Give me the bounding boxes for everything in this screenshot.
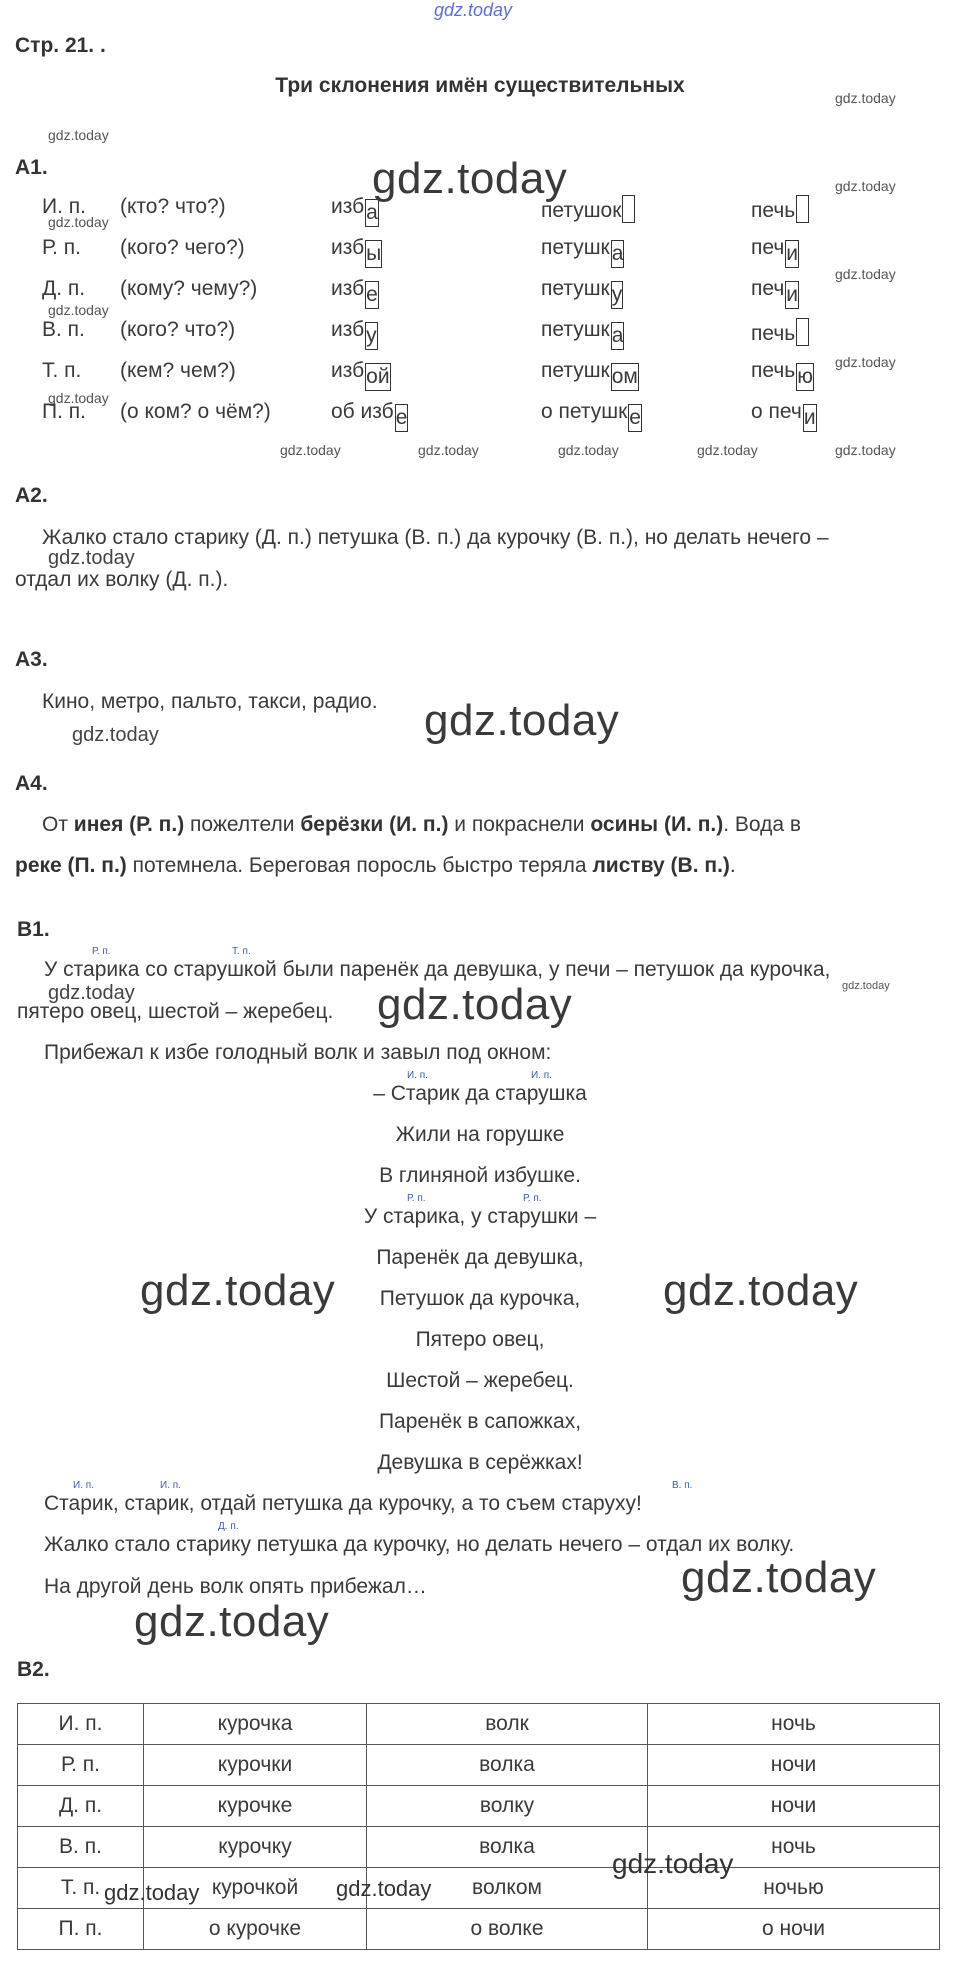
word-petushok: петушка xyxy=(541,318,624,350)
case-question: (кого? что?) xyxy=(120,318,236,341)
table-cell: ночью xyxy=(648,1868,940,1909)
table-cell: И. п. xyxy=(18,1704,144,1745)
b1-line3: Прибежал к избе голодный волк и завыл под окном: xyxy=(44,1041,552,1064)
watermark-small: gdz.today xyxy=(835,354,896,370)
watermark-small: gdz.today xyxy=(842,980,890,992)
table-row xyxy=(18,1704,940,1745)
b1-header: В1. xyxy=(17,918,50,941)
case-label: Р. п. xyxy=(42,236,81,259)
table-cell: В. п. xyxy=(18,1827,144,1868)
page-title: Три склонения имён существительных xyxy=(275,74,685,97)
a4-line1: От инея (Р. п.) пожелтели берёзки (И. п.) и покраснели осины (И. п.). Вода в xyxy=(42,813,802,836)
ending-box: и xyxy=(803,404,817,432)
watermark-large: gdz.today xyxy=(372,154,568,203)
table-cell: ночи xyxy=(648,1745,940,1786)
table-cell: о ночи xyxy=(648,1909,940,1950)
table-cell: Д. п. xyxy=(18,1786,144,1827)
table-cell: Т. п. xyxy=(18,1868,144,1909)
case-mark: И. п. xyxy=(531,1070,552,1081)
poem-line: – Старик да старушка xyxy=(373,1082,587,1105)
word-izba: изба xyxy=(331,195,379,227)
page-label: Стр. 21. . xyxy=(15,34,106,57)
watermark-small: gdz.today xyxy=(612,1848,734,1879)
poem-line: Шестой – жеребец. xyxy=(386,1369,574,1392)
word-pech: печь xyxy=(751,318,809,346)
word-petushok: петушок xyxy=(541,195,635,223)
a2-line2: отдал их волку (Д. п.). xyxy=(15,568,229,591)
case-question: (о ком? о чём?) xyxy=(120,400,271,423)
top-watermark: gdz.today xyxy=(434,0,513,20)
watermark-small: gdz.today xyxy=(48,390,109,406)
case-mark: И. п. xyxy=(73,1480,94,1491)
a2-header: А2. xyxy=(15,484,48,507)
ending-box xyxy=(622,195,635,223)
watermark-small: gdz.today xyxy=(48,127,109,143)
case-mark: Т. п. xyxy=(232,946,251,957)
word-izba: избу xyxy=(331,318,378,350)
b1-line1: У старика со старушкой были паренёк да девушка, у печи – петушок да курочка, xyxy=(44,958,831,981)
ending-box: у xyxy=(365,322,378,350)
word-izba: об избе xyxy=(331,400,408,432)
watermark-small: gdz.today xyxy=(835,90,896,106)
case-question: (кому? чему?) xyxy=(120,277,258,300)
watermark-small: gdz.today xyxy=(835,178,896,194)
case-mark: Р. п. xyxy=(407,1193,426,1204)
a4-line2: реке (П. п.) потемнела. Береговая поросль быстро теряла листву (В. п.). xyxy=(15,854,736,877)
word-izba: избе xyxy=(331,277,379,309)
table-cell: волком xyxy=(367,1868,648,1909)
case-mark: Р. п. xyxy=(523,1193,542,1204)
watermark-large: gdz.today xyxy=(424,696,620,745)
ending-box: ом xyxy=(611,363,639,391)
table-cell: волка xyxy=(367,1827,648,1868)
table-cell: волк xyxy=(367,1704,648,1745)
table-cell: курочку xyxy=(144,1827,367,1868)
b2-declension-table xyxy=(17,1703,940,1950)
watermark-small: gdz.today xyxy=(48,982,135,1004)
word-pech: печи xyxy=(751,277,799,309)
case-label: Т. п. xyxy=(42,359,82,382)
table-cell: ночь xyxy=(648,1704,940,1745)
word-izba: избой xyxy=(331,359,391,391)
ending-box: ы xyxy=(365,240,382,268)
case-mark: И. п. xyxy=(407,1070,428,1081)
ending-box: а xyxy=(365,199,379,227)
a2-line1: Жалко стало старику (Д. п.) петушка (В. п.) да курочку (В. п.), но делать нечего – xyxy=(42,526,829,549)
case-label: П. п. xyxy=(42,400,86,423)
table-cell: волка xyxy=(367,1745,648,1786)
poem-line: Паренёк да девушка, xyxy=(376,1246,584,1269)
poem-line: Петушок да курочка, xyxy=(379,1287,581,1310)
watermark-small: gdz.today xyxy=(418,442,479,458)
word-pech: о печи xyxy=(751,400,817,432)
table-row xyxy=(18,1786,940,1827)
table-cell: П. п. xyxy=(18,1909,144,1950)
table-cell: курочкой xyxy=(144,1868,367,1909)
watermark-small: gdz.today xyxy=(835,442,896,458)
table-row xyxy=(18,1827,940,1868)
watermark-small: gdz.today xyxy=(72,724,159,746)
a3-header: А3. xyxy=(15,648,48,671)
word-pech: печь xyxy=(751,195,809,223)
word-petushok: петушком xyxy=(541,359,639,391)
ending-box: ой xyxy=(365,363,390,391)
watermark-large: gdz.today xyxy=(140,1266,336,1315)
ending-box: е xyxy=(395,404,409,432)
watermark-large: gdz.today xyxy=(377,980,573,1029)
ending-box: и xyxy=(785,240,799,268)
table-cell: курочка xyxy=(144,1704,367,1745)
ending-box: е xyxy=(628,404,642,432)
ending-box: е xyxy=(365,281,379,309)
table-row xyxy=(18,1745,940,1786)
word-petushok: о петушке xyxy=(541,400,642,432)
table-cell: курочки xyxy=(144,1745,367,1786)
watermark-small: gdz.today xyxy=(558,442,619,458)
b1-line4: Старик, старик, отдай петушка да курочку, а то съем старуху! xyxy=(44,1492,642,1515)
case-question: (кем? чем?) xyxy=(120,359,236,382)
ending-box xyxy=(796,318,809,346)
table-cell: Р. п. xyxy=(18,1745,144,1786)
a4-header: А4. xyxy=(15,772,48,795)
watermark-large: gdz.today xyxy=(663,1266,859,1315)
table-row xyxy=(18,1909,940,1950)
watermark-small: gdz.today xyxy=(697,442,758,458)
b1-line5: Жалко стало старику петушка да курочку, но делать нечего – отдал их волку. xyxy=(44,1533,795,1556)
word-petushok: петушка xyxy=(541,236,624,268)
case-label: В. п. xyxy=(42,318,85,341)
word-izba: избы xyxy=(331,236,382,268)
word-petushok: петушку xyxy=(541,277,623,309)
b2-header: В2. xyxy=(17,1658,50,1681)
ending-box: и xyxy=(785,281,799,309)
table-cell: о курочке xyxy=(144,1909,367,1950)
case-mark: Д. п. xyxy=(218,1521,239,1532)
watermark-large: gdz.today xyxy=(134,1597,330,1646)
watermark-small: gdz.today xyxy=(835,266,896,282)
ending-box xyxy=(796,195,809,223)
a3-text: Кино, метро, пальто, такси, радио. xyxy=(42,690,378,713)
case-mark: В. п. xyxy=(672,1480,693,1491)
case-question: (кто? что?) xyxy=(120,195,226,218)
watermark-small: gdz.today xyxy=(48,214,109,230)
a1-header: А1. xyxy=(15,156,48,179)
watermark-small: gdz.today xyxy=(280,442,341,458)
table-cell: волку xyxy=(367,1786,648,1827)
poem-line: В глиняной избушке. xyxy=(379,1164,581,1187)
case-label: И. п. xyxy=(42,195,86,218)
ending-box: а xyxy=(611,322,625,350)
case-question: (кого? чего?) xyxy=(120,236,245,259)
watermark-small: gdz.today xyxy=(336,1876,432,1901)
table-cell: ночь xyxy=(648,1827,940,1868)
watermark-large: gdz.today xyxy=(681,1553,877,1602)
table-cell: о волке xyxy=(367,1909,648,1950)
poem-line: У старика, у старушки – xyxy=(363,1205,597,1228)
ending-box: а xyxy=(611,240,625,268)
ending-box: у xyxy=(611,281,624,309)
b1-line2: пятеро овец, шестой – жеребец. xyxy=(17,1000,334,1023)
word-pech: печи xyxy=(751,236,799,268)
case-mark: Р. п. xyxy=(92,946,111,957)
poem-line: Пятеро овец, xyxy=(415,1328,545,1351)
b1-line6: На другой день волк опять прибежал… xyxy=(44,1575,427,1598)
poem-line: Жили на горушке xyxy=(395,1123,565,1146)
word-pech: печью xyxy=(751,359,814,391)
poem-line: Паренёк в сапожках, xyxy=(378,1410,582,1433)
case-mark: И. п. xyxy=(160,1480,181,1491)
case-label: Д. п. xyxy=(42,277,86,300)
ending-box: ю xyxy=(796,363,814,391)
table-cell: ночи xyxy=(648,1786,940,1827)
watermark-small: gdz.today xyxy=(48,547,135,569)
watermark-small: gdz.today xyxy=(48,302,109,318)
poem-line: Девушка в серёжках! xyxy=(377,1451,583,1474)
watermark-small: gdz.today xyxy=(104,1880,200,1905)
table-cell: курочке xyxy=(144,1786,367,1827)
